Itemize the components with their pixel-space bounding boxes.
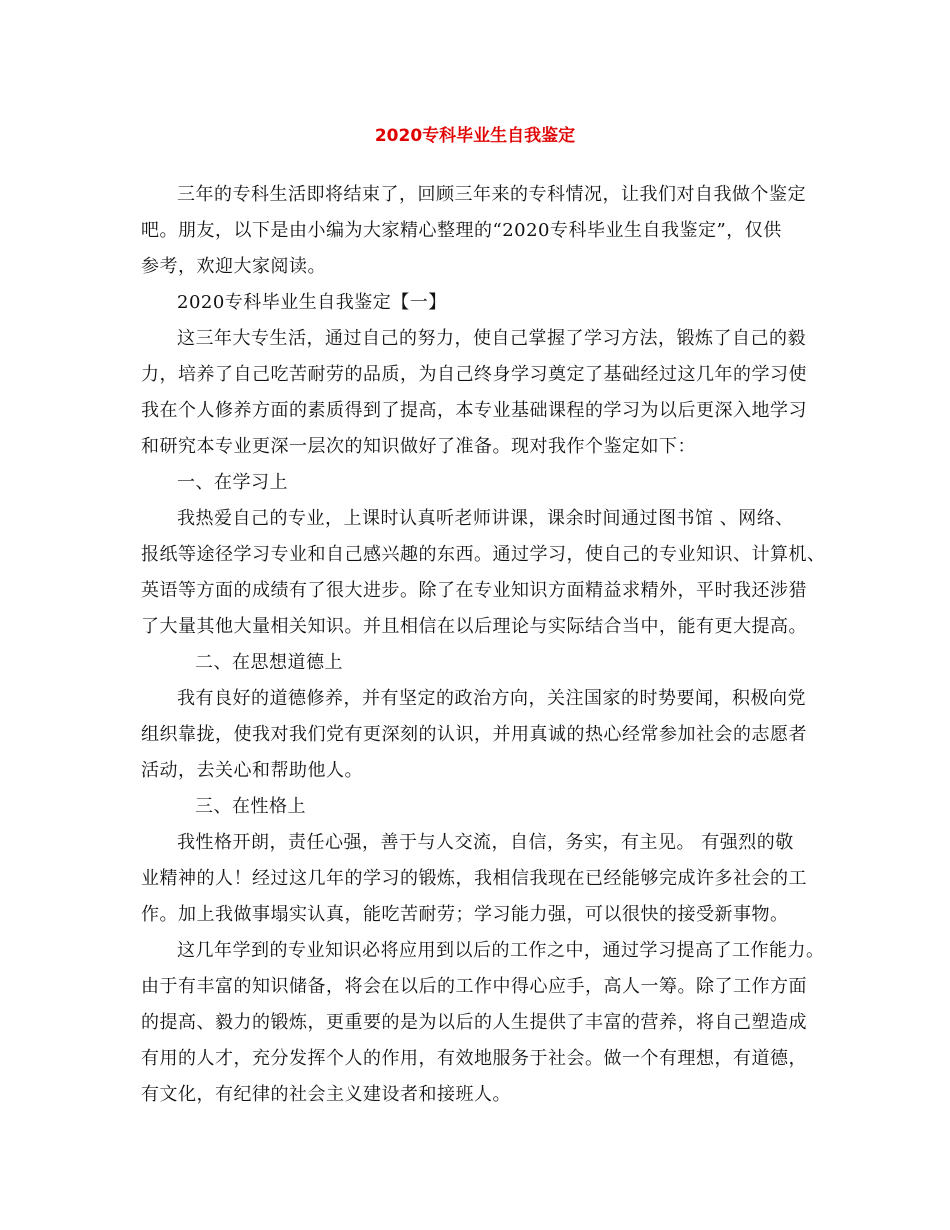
text-line: 这几年学到的专业知识必将应用到以后的工作之中，通过学习提高了工作能力。 <box>177 940 825 961</box>
text-line: 业精神的人！经过这几年的学习的锻炼，我相信我现在已经能够完成许多社会的工 <box>141 868 807 889</box>
text-line: 了大量其他大量相关知识。并且相信在以后理论与实际结合当中，能有更大提高。 <box>141 616 807 637</box>
text-line: 参考，欢迎大家阅读。 <box>141 256 326 277</box>
text-line: 力，培养了自己吃苦耐劳的品质，为自己终身学习奠定了基础经过这几年的学习使 <box>141 364 807 385</box>
text-line: 活动，去关心和帮助他人。 <box>141 760 363 781</box>
text-line: 这三年大专生活，通过自己的努力，使自己掌握了学习方法，锻炼了自己的毅 <box>177 328 806 349</box>
text-line: 报纸等途径学习专业和自己感兴趣的东西。通过学习，使自己的专业知识、计算机、 <box>141 544 826 565</box>
section-heading: 2020专科毕业生自我鉴定【一】 <box>177 292 447 313</box>
document-title: 2020专科毕业生自我鉴定 <box>374 126 576 146</box>
text-line: 我在个人修养方面的素质得到了提高，本专业基础课程的学习为以后更深入地学习 <box>141 400 807 421</box>
section-heading: 二、在思想道德上 <box>195 652 343 673</box>
section-heading: 三、在性格上 <box>195 796 306 817</box>
text-line: 我性格开朗，责任心强，善于与人交流，自信，务实，有主见。 有强烈的敬 <box>177 832 794 853</box>
text-line: 英语等方面的成绩有了很大进步。除了在专业知识方面精益求精外，平时我还涉猎 <box>141 580 807 601</box>
text-line: 吧。朋友，以下是由小编为大家精心整理的“2020专科毕业生自我鉴定”，仅供 <box>141 220 782 241</box>
text-line: 我热爱自己的专业，上课时认真听老师讲课，课余时间通过图书馆 、网络、 <box>177 508 794 529</box>
text-line: 我有良好的道德修养，并有坚定的政治方向，关注国家的时势要闻，积极向党 <box>177 688 806 709</box>
text-line: 的提高、毅力的锻炼，更重要的是为以后的人生提供了丰富的营养，将自己塑造成 <box>141 1012 807 1033</box>
text-line: 组织靠拢，使我对我们党有更深刻的认识，并用真诚的热心经常参加社会的志愿者 <box>141 724 807 745</box>
text-line: 三年的专科生活即将结束了，回顾三年来的专科情况，让我们对自我做个鉴定 <box>177 184 806 205</box>
text-line: 有用的人才，充分发挥个人的作用，有效地服务于社会。做一个有理想，有道德， <box>141 1048 807 1069</box>
section-heading: 一、在学习上 <box>177 472 288 493</box>
text-line: 由于有丰富的知识储备，将会在以后的工作中得心应手，高人一筹。除了工作方面 <box>141 976 807 997</box>
text-line: 和研究本专业更深一层次的知识做好了准备。现对我作个鉴定如下： <box>141 436 696 457</box>
text-line: 有文化，有纪律的社会主义建设者和接班人。 <box>141 1084 511 1105</box>
text-line: 作。加上我做事塌实认真，能吃苦耐劳；学习能力强，可以很快的接受新事物。 <box>141 904 789 925</box>
